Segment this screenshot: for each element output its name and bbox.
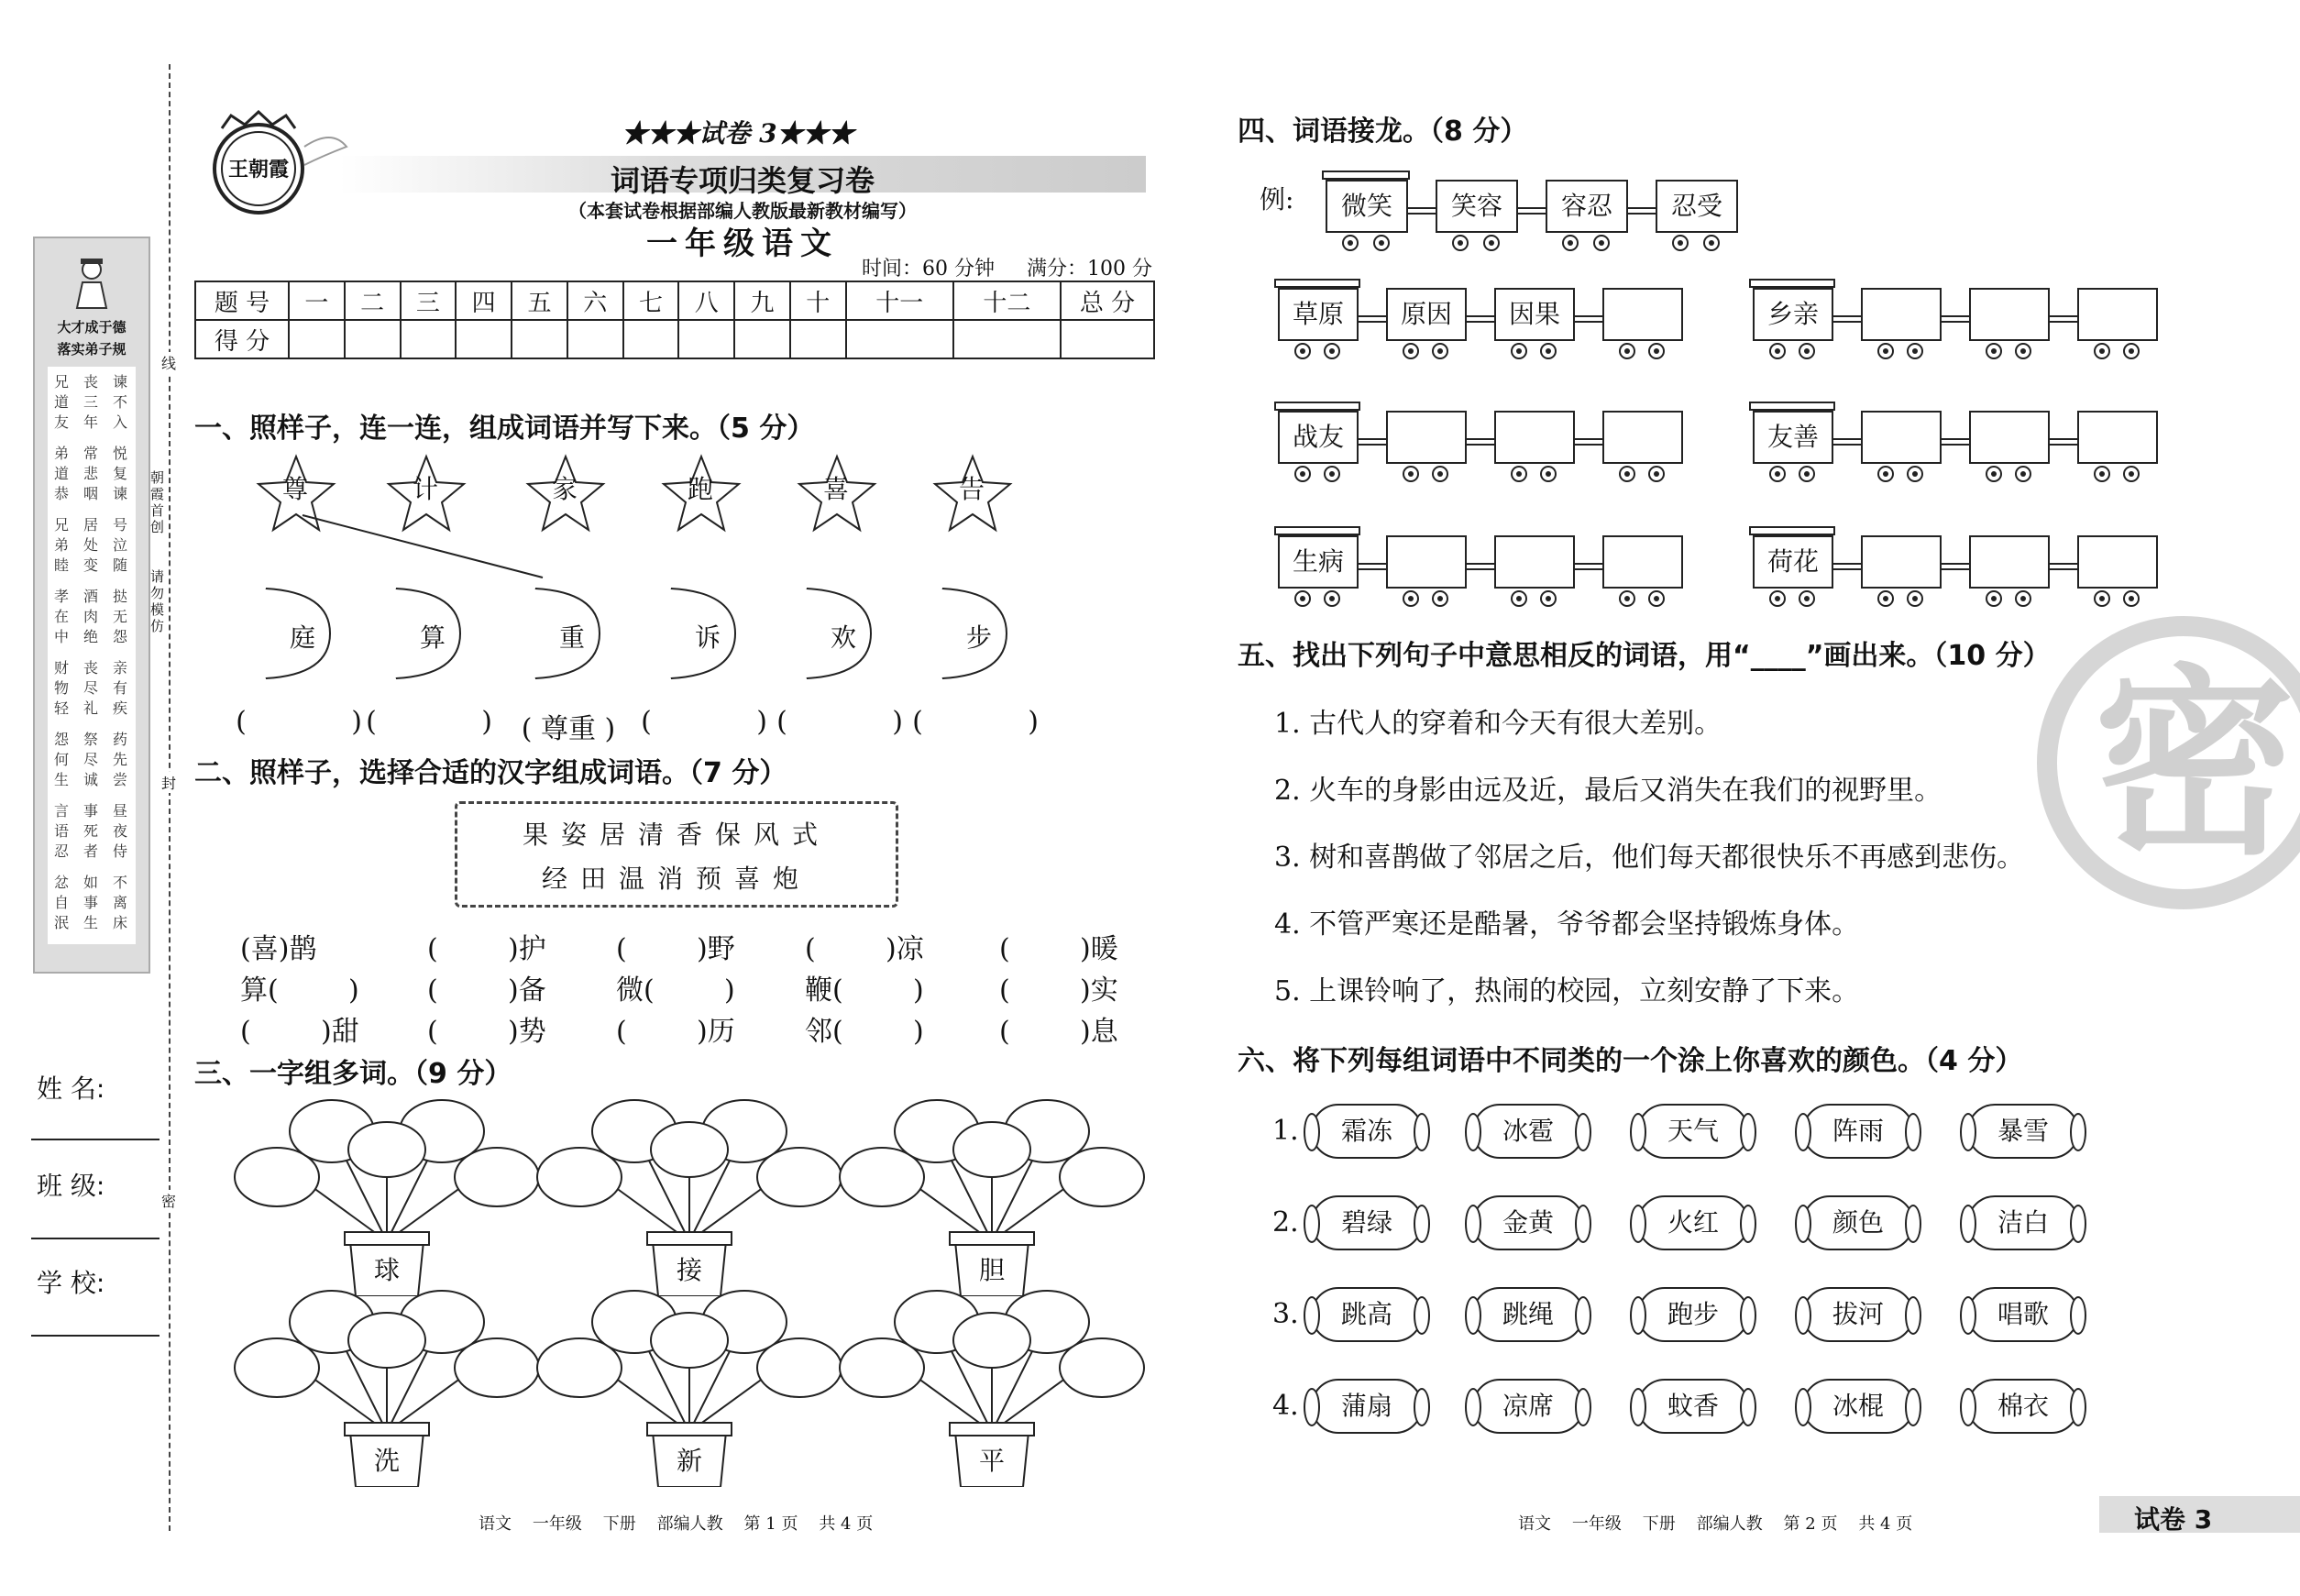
star-char: 尊 xyxy=(281,474,308,504)
train-car: 笑容 xyxy=(1436,180,1518,233)
cloud-answer-slot[interactable] xyxy=(240,1344,314,1392)
motto-column: 事死者 xyxy=(83,802,98,860)
word-cloud[interactable]: 洁白 xyxy=(1967,1195,2079,1250)
class-label: 班 级: xyxy=(37,1171,105,1201)
wheel-icon xyxy=(1511,466,1527,482)
wheel-icon xyxy=(1294,466,1311,482)
wheel-icon xyxy=(1648,466,1665,482)
motto-column: 言语忍 xyxy=(53,802,69,860)
score-header-cell: 总 分 xyxy=(1061,281,1154,320)
train-car: 战友 xyxy=(1278,411,1359,464)
word-cloud[interactable]: 凉席 xyxy=(1472,1379,1584,1434)
train-car[interactable] xyxy=(1969,535,2050,589)
train-car[interactable] xyxy=(1969,411,2050,464)
wheel-icon xyxy=(2094,590,2110,607)
moon-char: 诉 xyxy=(694,622,721,653)
cloud-answer-slot[interactable] xyxy=(1010,1107,1084,1155)
word-blank[interactable]: 算( ) xyxy=(240,974,359,1007)
footer-right: 语文 一年级 下册 部编人教 第 2 页 共 4 页 xyxy=(1518,1514,1913,1534)
wheel-icon xyxy=(1403,343,1419,359)
word-blank[interactable]: ( )息 xyxy=(999,1016,1118,1048)
train-car: 原因 xyxy=(1386,288,1467,341)
train-coupler xyxy=(1626,207,1656,215)
motto-column: 号泣随 xyxy=(112,516,127,574)
score-header-cell: 十 xyxy=(790,281,846,320)
word-cloud[interactable]: 颜色 xyxy=(1802,1195,1914,1250)
train-roof xyxy=(1274,279,1360,288)
answer-blank[interactable]: ( ) xyxy=(366,706,492,738)
train-coupler xyxy=(2048,315,2077,323)
word-cloud[interactable]: 棉衣 xyxy=(1967,1379,2079,1434)
wheel-icon xyxy=(2123,343,2140,359)
word-blank[interactable]: 鞭( ) xyxy=(805,974,924,1007)
train-coupler xyxy=(1832,315,1861,323)
train-coupler xyxy=(1357,315,1386,323)
section4-title: 四、词语接龙。（8 分） xyxy=(1238,116,1528,148)
motto-column: 怨何生 xyxy=(53,731,69,788)
exam-time: 时间：60 分钟 xyxy=(862,258,995,281)
motto-column: 丧尽礼 xyxy=(83,659,98,717)
cloud-answer-slot[interactable] xyxy=(1010,1298,1084,1346)
cloud-answer-slot[interactable] xyxy=(763,1344,836,1392)
wheel-icon xyxy=(1619,466,1635,482)
moon-char: 重 xyxy=(558,622,585,653)
pot-char: 胆 xyxy=(978,1255,1005,1285)
side-mark-xian: 线 xyxy=(158,352,180,373)
answer-blank[interactable]: ( ) xyxy=(776,706,903,738)
word-blank[interactable]: ( )历 xyxy=(616,1016,735,1048)
word-blank[interactable]: 邻( ) xyxy=(805,1016,924,1048)
motto-column: 兄弟睦 xyxy=(53,516,69,574)
train-roof xyxy=(1274,526,1360,535)
motto-column: 悦复谏 xyxy=(112,445,127,502)
sentence-item[interactable]: 1. 古代人的穿着和今天有很大差别。 xyxy=(1274,708,1722,740)
side-mark-1: 朝霞首创 xyxy=(150,469,165,535)
cloud-answer-slot[interactable] xyxy=(1065,1344,1139,1392)
word-cloud[interactable]: 跑步 xyxy=(1637,1287,1749,1342)
cloud-answer-slot[interactable] xyxy=(845,1153,919,1201)
train-car: 微笑 xyxy=(1326,180,1408,233)
score-header-cell: 七 xyxy=(623,281,679,320)
wheel-icon xyxy=(1294,343,1311,359)
train-car[interactable] xyxy=(1494,535,1575,589)
train-car: 乡亲 xyxy=(1753,288,1833,341)
wheel-icon xyxy=(1986,343,2002,359)
train-car: 容忍 xyxy=(1546,180,1628,233)
score-header-cell: 三 xyxy=(401,281,457,320)
cloud-answer-slot[interactable] xyxy=(460,1153,534,1201)
word-blank[interactable]: 微( ) xyxy=(616,974,735,1007)
wheel-icon xyxy=(1294,590,1311,607)
wheel-icon xyxy=(1432,343,1448,359)
word-cloud[interactable]: 金黄 xyxy=(1472,1195,1584,1250)
side-mark-2: 请勿模仿 xyxy=(150,568,165,634)
sentence-item[interactable]: 5. 上课铃响了，热闹的校园，立刻安静了下来。 xyxy=(1274,975,1860,1007)
wheel-icon xyxy=(1619,590,1635,607)
motto-column: 酒肉绝 xyxy=(83,588,98,645)
train-coupler xyxy=(1357,563,1386,570)
train-coupler xyxy=(1357,438,1386,446)
star-char: 计 xyxy=(412,474,438,504)
wheel-icon xyxy=(1540,466,1557,482)
train-car: 忍受 xyxy=(1656,180,1738,233)
wheel-icon xyxy=(2015,590,2031,607)
wheel-icon xyxy=(2094,343,2110,359)
wheel-icon xyxy=(1769,466,1786,482)
footer-left: 语文 一年级 下册 部编人教 第 1 页 共 4 页 xyxy=(479,1514,874,1534)
cloud-answer-slot[interactable] xyxy=(460,1344,534,1392)
cloud-answer-slot[interactable] xyxy=(405,1298,479,1346)
train-coupler xyxy=(1940,315,1969,323)
answer-blank[interactable]: ( ) xyxy=(236,706,362,738)
star-char: 喜 xyxy=(822,474,849,504)
word-cloud[interactable]: 唱歌 xyxy=(1967,1287,2079,1342)
word-cloud[interactable]: 蒲扇 xyxy=(1311,1379,1423,1434)
wheel-icon xyxy=(1769,343,1786,359)
answer-blank[interactable]: ( ) xyxy=(641,706,767,738)
wheel-icon xyxy=(1907,343,1923,359)
train-car[interactable] xyxy=(2077,288,2158,341)
word-blank[interactable]: ( )护 xyxy=(427,933,546,965)
wheel-icon xyxy=(1907,590,1923,607)
train-car[interactable] xyxy=(1494,411,1575,464)
star-char: 家 xyxy=(551,474,578,504)
train-roof xyxy=(1274,402,1360,411)
section2-title: 二、照样子，选择合适的汉字组成词语。（7 分） xyxy=(194,757,787,789)
word-blank[interactable]: ( )暖 xyxy=(999,933,1118,965)
motto-column: 兄道友 xyxy=(53,373,69,431)
score-header-cell: 十一 xyxy=(846,281,953,320)
pot-char: 新 xyxy=(676,1446,702,1476)
wheel-icon xyxy=(1511,590,1527,607)
score-header-cell: 五 xyxy=(512,281,567,320)
train-car: 荷花 xyxy=(1753,535,1833,589)
motto-column: 丧三年 xyxy=(83,373,98,431)
group-number: 4. xyxy=(1272,1390,1299,1422)
wheel-icon xyxy=(2094,466,2110,482)
word-cloud[interactable]: 跳绳 xyxy=(1472,1287,1584,1342)
motto-column: 孝在中 xyxy=(53,588,69,645)
score-header-cell: 六 xyxy=(567,281,623,320)
page-title: 词语专项归类复习卷 xyxy=(610,163,875,198)
train-car: 友善 xyxy=(1753,411,1833,464)
pot-char: 洗 xyxy=(373,1446,400,1476)
motto-column: 常悲咽 xyxy=(83,445,98,502)
word-cloud[interactable]: 蚊香 xyxy=(1637,1379,1749,1434)
stamp-char: 密 xyxy=(2093,647,2295,882)
train-coupler xyxy=(2048,563,2077,570)
secret-stamp xyxy=(2037,616,2300,909)
motto-top: 大才成于德 xyxy=(57,319,127,336)
wheel-icon xyxy=(1799,343,1815,359)
wheel-icon xyxy=(1799,466,1815,482)
wheel-icon xyxy=(1432,590,1448,607)
word-cloud[interactable]: 霜冻 xyxy=(1311,1104,1423,1159)
cloud-answer-slot[interactable] xyxy=(708,1298,781,1346)
word-cloud[interactable]: 冰雹 xyxy=(1472,1104,1584,1159)
word-cloud[interactable]: 拔河 xyxy=(1802,1287,1914,1342)
motto-column: 不离床 xyxy=(112,874,127,931)
char-bank xyxy=(455,801,898,908)
group-number: 2. xyxy=(1272,1206,1299,1238)
train-car[interactable] xyxy=(1861,411,1942,464)
train-car[interactable] xyxy=(2077,535,2158,589)
score-header-cell: 二 xyxy=(345,281,401,320)
wheel-icon xyxy=(1373,235,1390,251)
score-header-cell: 题 号 xyxy=(195,281,289,320)
group-number: 1. xyxy=(1272,1115,1299,1147)
wheel-icon xyxy=(1324,343,1340,359)
score-header-cell: 八 xyxy=(678,281,734,320)
train-car[interactable] xyxy=(1969,288,2050,341)
cloud-answer-slot[interactable] xyxy=(1065,1153,1139,1201)
word-blank[interactable]: (喜)鹊 xyxy=(240,933,317,965)
word-blank[interactable]: ( )凉 xyxy=(805,933,924,965)
wheel-icon xyxy=(1672,235,1689,251)
motto-column: 药先尝 xyxy=(112,731,127,788)
pot-char: 球 xyxy=(373,1255,400,1285)
train-coupler xyxy=(2048,438,2077,446)
sentence-item[interactable]: 2. 火车的身影由远及近，最后又消失在我们的视野里。 xyxy=(1274,775,1942,807)
word-cloud[interactable]: 暴雪 xyxy=(1967,1104,2079,1159)
motto-column: 亲有疾 xyxy=(112,659,127,717)
example-label: 例: xyxy=(1260,184,1294,215)
train-car: 草原 xyxy=(1278,288,1359,341)
train-coupler xyxy=(1573,563,1602,570)
word-cloud[interactable]: 天气 xyxy=(1637,1104,1749,1159)
motto-column: 谏不入 xyxy=(112,373,127,431)
train-roof xyxy=(1749,526,1835,535)
pot-char: 平 xyxy=(978,1446,1005,1476)
score-header-cell: 九 xyxy=(734,281,790,320)
wheel-icon xyxy=(1619,343,1635,359)
star-char: 跑 xyxy=(687,474,713,504)
train-coupler xyxy=(1832,438,1861,446)
section6-title: 六、将下列每组词语中不同类的一个涂上你喜欢的颜色。（4 分） xyxy=(1238,1045,2023,1077)
train-roof xyxy=(1322,171,1410,180)
score-header-cell: 四 xyxy=(456,281,512,320)
wheel-icon xyxy=(1769,590,1786,607)
example-connection-line xyxy=(0,0,1192,642)
char-bank-row2: 经田温消预喜炮 xyxy=(541,864,811,894)
train-coupler xyxy=(1465,563,1494,570)
cloud-answer-slot[interactable] xyxy=(405,1107,479,1155)
word-blank[interactable]: ( )甜 xyxy=(240,1016,359,1048)
motto-column: 财物轻 xyxy=(53,659,69,717)
score-label-cell: 得 分 xyxy=(195,320,289,358)
train-coupler xyxy=(1832,563,1861,570)
cloud-answer-slot[interactable] xyxy=(763,1153,836,1201)
train-car[interactable] xyxy=(1861,535,1942,589)
class-field[interactable] xyxy=(31,1238,160,1239)
moon-char: 庭 xyxy=(289,622,315,653)
motto-column: 昼夜侍 xyxy=(112,802,127,860)
school-label: 学 校: xyxy=(37,1268,105,1298)
group-number: 3. xyxy=(1272,1298,1299,1330)
wheel-icon xyxy=(2123,466,2140,482)
pot-char: 接 xyxy=(676,1255,702,1285)
cloud-answer-slot[interactable] xyxy=(543,1153,616,1201)
wheel-icon xyxy=(1540,590,1557,607)
section5-title: 五、找出下列句子中意思相反的词语，用“____”画出来。（10 分） xyxy=(1238,640,2051,672)
motto-bottom: 落实弟子规 xyxy=(57,341,127,358)
wheel-icon xyxy=(2015,343,2031,359)
corner-paper-no: 试卷 3 xyxy=(2134,1504,2213,1535)
word-blank[interactable]: ( )备 xyxy=(427,974,546,1007)
wheel-icon xyxy=(1877,343,1894,359)
paper-number: ★★★试卷 3★★★ xyxy=(622,118,854,149)
score-header-cell: 一 xyxy=(289,281,345,320)
wheel-icon xyxy=(1799,590,1815,607)
wheel-icon xyxy=(1593,235,1610,251)
motto-column: 挞无怨 xyxy=(112,588,127,645)
name-label: 姓 名: xyxy=(37,1073,105,1104)
train-coupler xyxy=(1406,207,1436,215)
score-header-cell: 十二 xyxy=(953,281,1061,320)
wheel-icon xyxy=(1877,466,1894,482)
side-mark-mi: 密 xyxy=(158,1190,180,1211)
wheel-icon xyxy=(1432,466,1448,482)
side-mark-feng: 封 xyxy=(158,772,180,793)
train-roof xyxy=(1749,279,1835,288)
train-car[interactable] xyxy=(1386,535,1467,589)
subtitle: （本套试卷根据部编人教版最新教材编写） xyxy=(568,200,917,222)
cloud-answer-slot[interactable] xyxy=(708,1107,781,1155)
moon-char: 算 xyxy=(419,622,446,653)
answer-blank[interactable]: ( ) xyxy=(912,706,1039,738)
wheel-icon xyxy=(1877,590,1894,607)
full-score: 满分：100 分 xyxy=(1027,258,1152,281)
cloud-answer-slot[interactable] xyxy=(845,1344,919,1392)
wheel-icon xyxy=(1324,590,1340,607)
wheel-icon xyxy=(1986,590,2002,607)
train-coupler xyxy=(1573,315,1602,323)
wheel-icon xyxy=(1324,466,1340,482)
moon-char: 步 xyxy=(965,622,992,653)
train-coupler xyxy=(1516,207,1546,215)
motto-column: 忿自泯 xyxy=(53,874,69,931)
wheel-icon xyxy=(1540,343,1557,359)
wheel-icon xyxy=(1648,343,1665,359)
wheel-icon xyxy=(2123,590,2140,607)
train-coupler xyxy=(1940,438,1969,446)
moon-char: 欢 xyxy=(830,622,856,653)
train-roof xyxy=(1749,402,1835,411)
wheel-icon xyxy=(1403,466,1419,482)
wheel-icon xyxy=(1648,590,1665,607)
wheel-icon xyxy=(1562,235,1579,251)
wheel-icon xyxy=(1483,235,1500,251)
train-car[interactable] xyxy=(1602,288,1683,341)
motto-column: 如事生 xyxy=(83,874,98,931)
name-field[interactable] xyxy=(31,1139,160,1140)
word-cloud[interactable]: 跳高 xyxy=(1311,1287,1423,1342)
word-cloud[interactable]: 冰棍 xyxy=(1802,1379,1914,1434)
train-car[interactable] xyxy=(1602,535,1683,589)
wheel-icon xyxy=(1907,466,1923,482)
cloud-answer-slot[interactable] xyxy=(543,1344,616,1392)
wheel-icon xyxy=(1403,590,1419,607)
word-cloud[interactable]: 火红 xyxy=(1637,1195,1749,1250)
answer-blank[interactable]: ( 尊重 ) xyxy=(521,713,616,745)
grade-subject: 一年级语文 xyxy=(646,226,839,262)
motto-column: 弟道恭 xyxy=(53,445,69,502)
train-car: 生病 xyxy=(1278,535,1359,589)
word-cloud[interactable]: 阵雨 xyxy=(1802,1104,1914,1159)
sentence-item[interactable]: 3. 树和喜鹊做了邻居之后，他们每天都很快乐不再感到悲伤。 xyxy=(1274,842,2025,874)
word-cloud[interactable]: 碧绿 xyxy=(1311,1195,1423,1250)
wheel-icon xyxy=(2015,466,2031,482)
wheel-icon xyxy=(1986,466,2002,482)
wheel-icon xyxy=(1452,235,1469,251)
star-char: 告 xyxy=(958,474,985,504)
wheel-icon xyxy=(1342,235,1359,251)
train-car[interactable] xyxy=(1386,411,1467,464)
word-blank[interactable]: ( )野 xyxy=(616,933,735,965)
motto-column: 居处变 xyxy=(83,516,98,574)
word-blank[interactable]: ( )势 xyxy=(427,1016,546,1048)
train-car[interactable] xyxy=(1861,288,1942,341)
train-car[interactable] xyxy=(2077,411,2158,464)
section3-title: 三、一字组多词。（9 分） xyxy=(194,1058,512,1090)
train-coupler xyxy=(1940,563,1969,570)
motto-column: 祭尽诚 xyxy=(83,731,98,788)
char-bank-row1: 果姿居清香保风式 xyxy=(522,820,831,850)
wheel-icon xyxy=(1703,235,1720,251)
cloud-answer-slot[interactable] xyxy=(240,1153,314,1201)
logo-text: 王朝霞 xyxy=(227,158,289,182)
school-field[interactable] xyxy=(31,1335,160,1337)
train-coupler xyxy=(1465,438,1494,446)
word-blank[interactable]: ( )实 xyxy=(999,974,1118,1007)
section1-title: 一、照样子，连一连，组成词语并写下来。（5 分） xyxy=(194,413,815,445)
train-car[interactable] xyxy=(1602,411,1683,464)
sentence-item[interactable]: 4. 不管严寒还是酷暑，爷爷都会坚持锻炼身体。 xyxy=(1274,908,1860,941)
train-coupler xyxy=(1465,315,1494,323)
train-car: 因果 xyxy=(1494,288,1575,341)
train-coupler xyxy=(1573,438,1602,446)
wheel-icon xyxy=(1511,343,1527,359)
